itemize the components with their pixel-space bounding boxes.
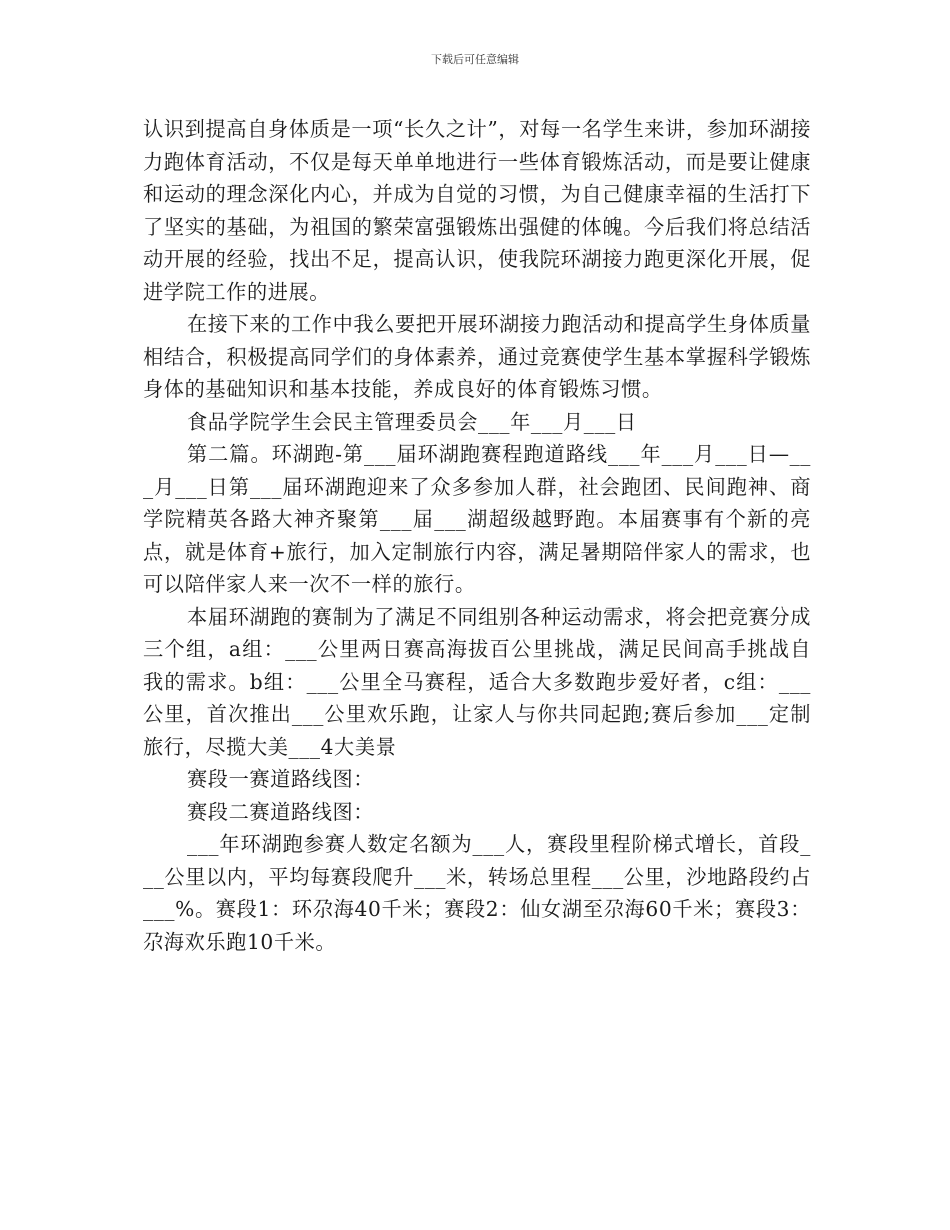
paragraph-signature: 食品学院学生会民主管理委员会___年___月___日 bbox=[187, 409, 637, 434]
paragraph-2: 在接下来的工作中我么要把开展环湖接力跑活动和提高学生身体质量相结合，积极提高同学们的身体素养，通过竞赛使学生基本掌握科学锻炼身体的基础知识和基本技能，养成良好的体育锻炼习惯。 bbox=[143, 312, 811, 401]
paragraph-stage-2: 赛段二赛道路线图： bbox=[187, 799, 375, 824]
paragraph-4: 第二篇。环湖跑-第___届环湖跑赛程跑道路线___年___月___日—___月___日第___届环湖跑迎来了众多参加人群，社会跑团、民间跑神、商学院精英各路大神齐聚第___届___湖超级越野跑。本届赛事有个新的亮点，就是体育+旅行，加入定制旅行内容，满足暑期陪伴家人的需求，也可以陪伴家人来一次不一样的旅行。 bbox=[143, 442, 811, 596]
document-body bbox=[143, 113, 811, 958]
paragraph-8: ___年环湖跑参赛人数定名额为___人，赛段里程阶梯式增长，首段___公里以内，平均每赛段爬升___米，转场总里程___公里，沙地路段约占___%。赛段1：环尕海40千米；赛段2：仙女湖至尕海60千米；赛段3：尕海欢乐跑10千米。 bbox=[143, 832, 811, 954]
paragraph-1: 认识到提高自身体质是一项“长久之计”，对每一名学生来讲，参加环湖接力跑体育活动，不仅是每天单单地进行一些体育锻炼活动，而是要让健康和运动的理念深化内心，并成为自觉的习惯，为自己健康幸福的生活打下了坚实的基础，为祖国的繁荣富强锻炼出强健的体魄。今后我们将总结活动开展的经验，找出不足，提高认识，使我院环湖接力跑更深化开展，促进学院工作的进展。 bbox=[143, 117, 811, 304]
paragraph-stage-1: 赛段一赛道路线图： bbox=[187, 767, 375, 791]
page-header: 下载后可任意编辑 bbox=[431, 53, 519, 66]
paragraph-5: 本届环湖跑的赛制为了满足不同组别各种运动需求，将会把竞赛分成三个组，a组：___公里两日赛高海拔百公里挑战，满足民间高手挑战自我的需求。b组：___公里全马赛程，适合大多数跑步爱好者，c组：___公里，首次推出___公里欢乐跑，让家人与你共同起跑;赛后参加___定制旅行，尽揽大美___4大美景 bbox=[143, 604, 811, 759]
